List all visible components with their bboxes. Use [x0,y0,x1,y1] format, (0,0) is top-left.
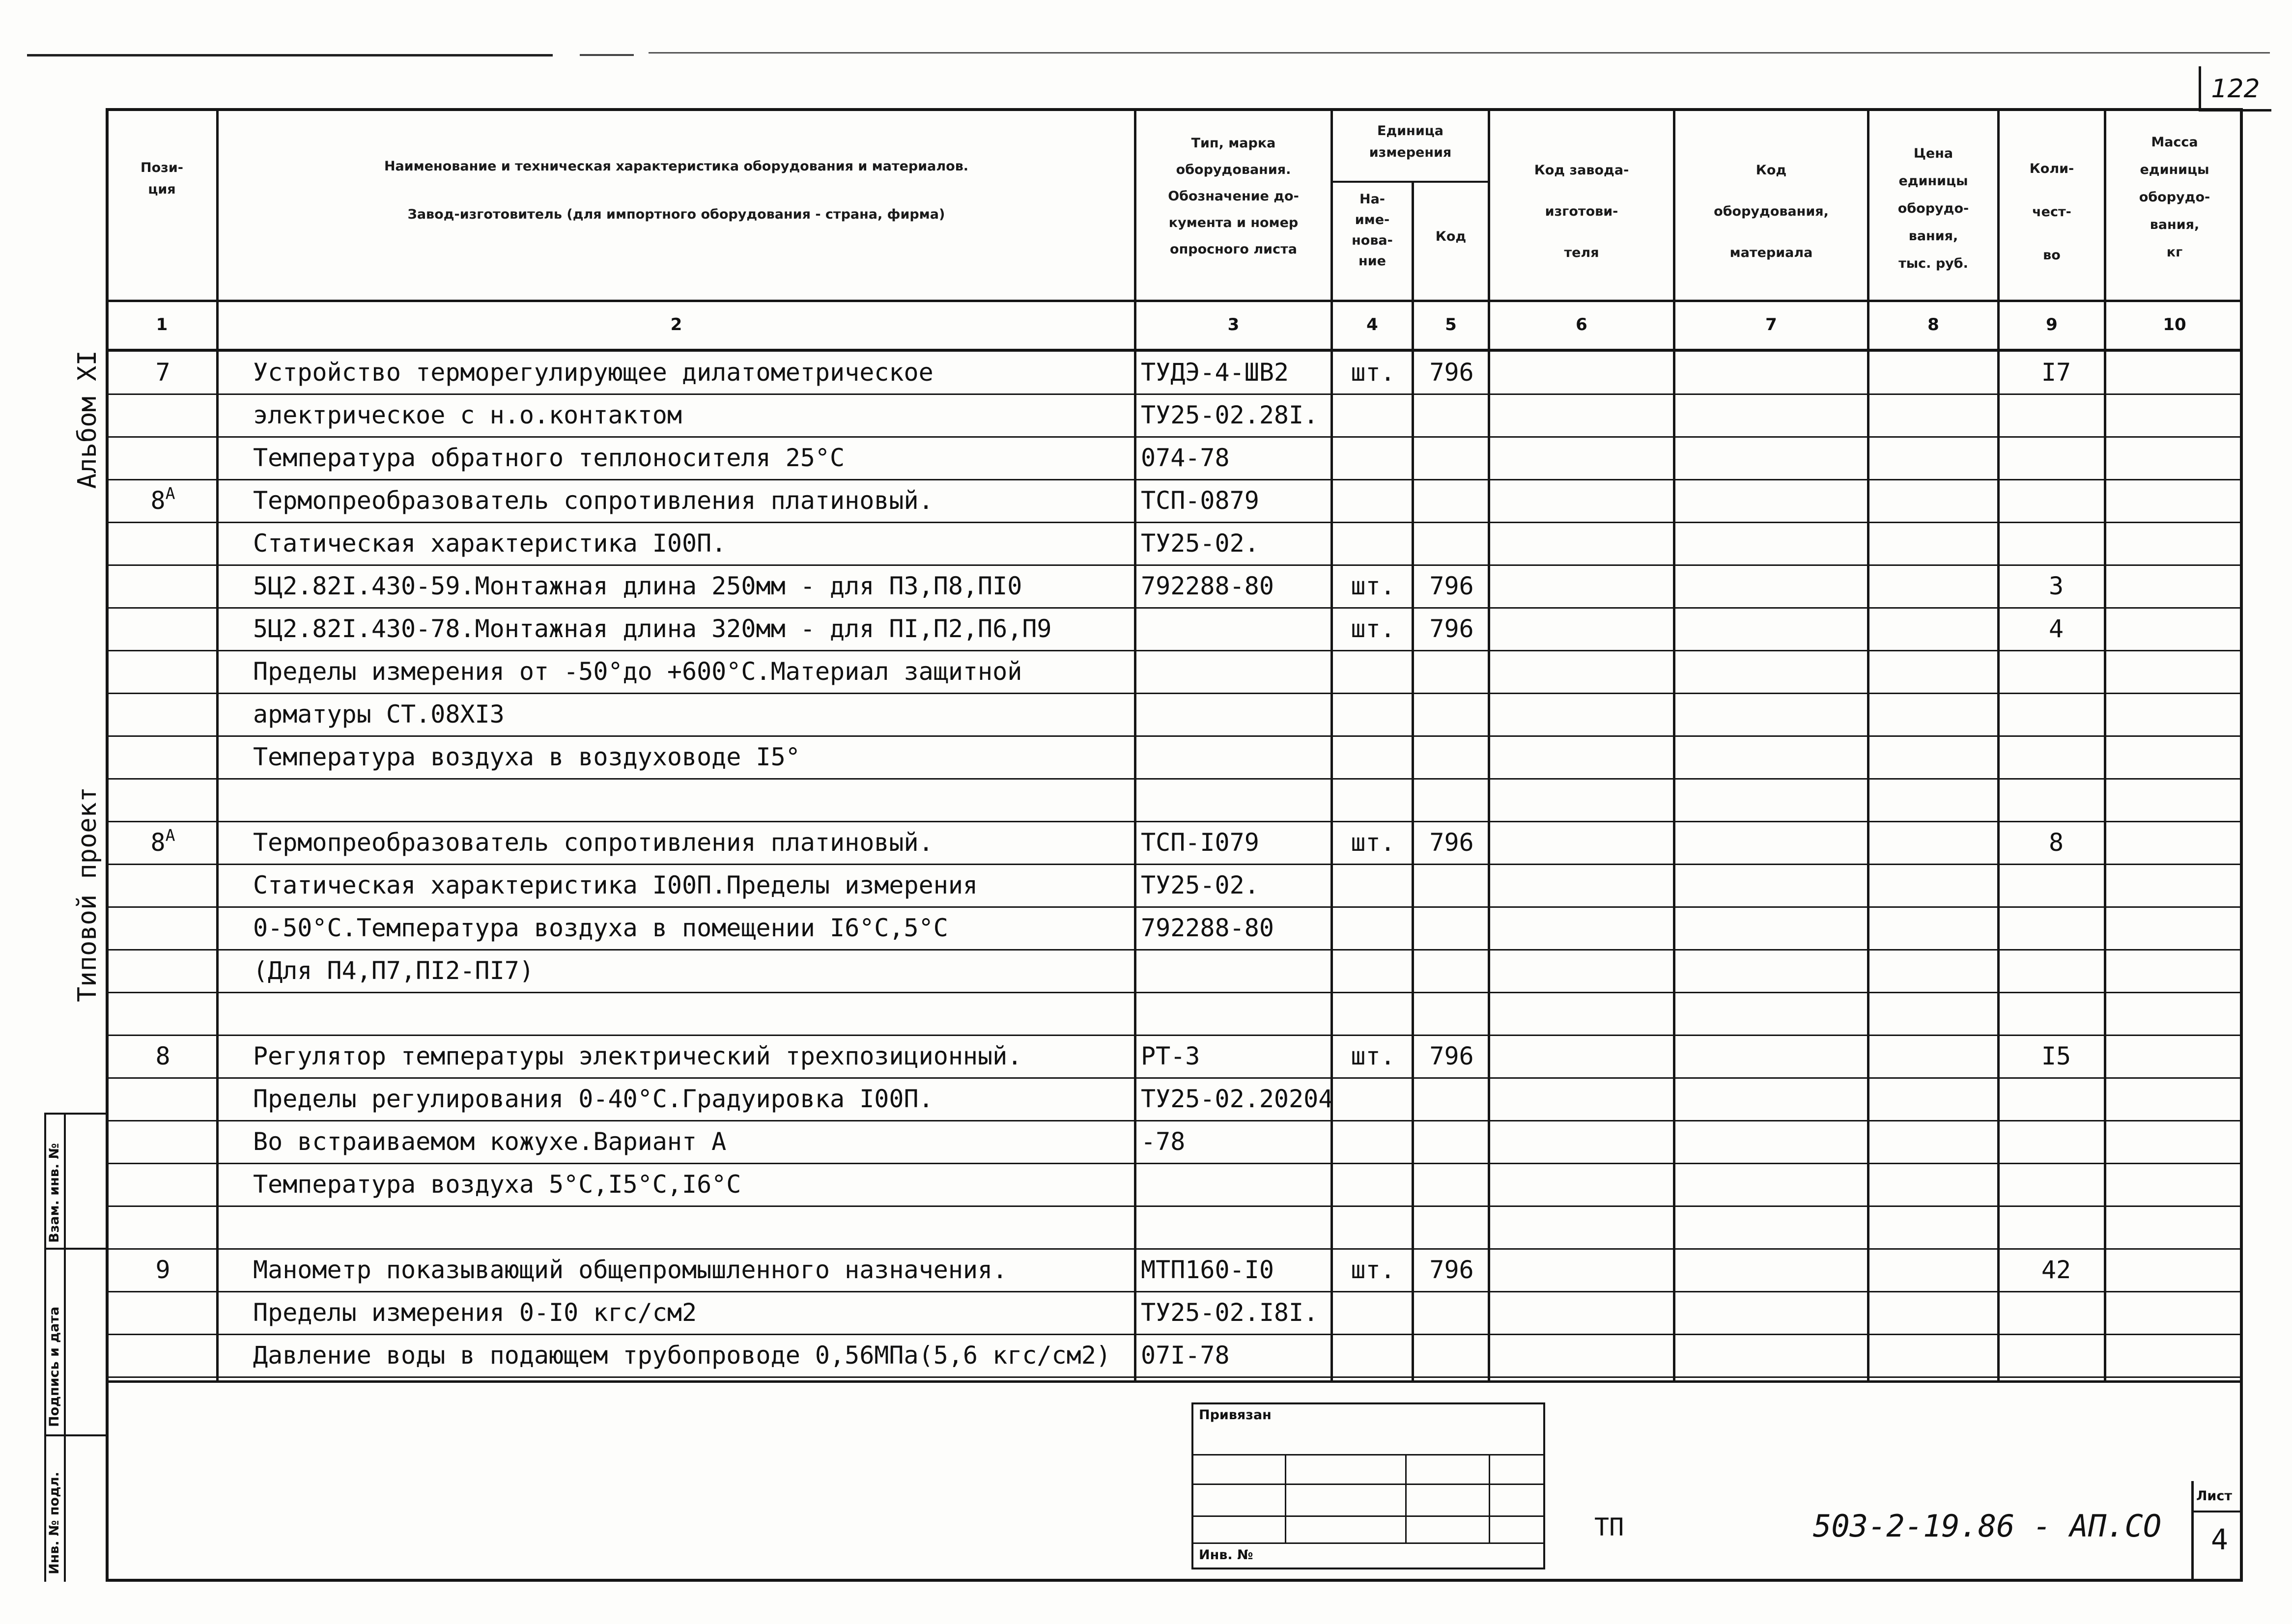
stamp-inv-no: Инв. № [1199,1547,1253,1563]
row-name: Температура воздуха 5°С,I5°С,I6°С [253,1170,741,1199]
col-number: 8 [1927,315,1939,335]
col-number: 5 [1445,315,1457,335]
row-name: Во встраиваемом кожухе.Вариант А [253,1127,727,1156]
row-code: 796 [1429,358,1474,387]
row-type: ТУ25-02.20204 [1141,1085,1333,1113]
header-price: Цена единицы оборудо- вания, тыс. руб. [1897,146,1969,271]
album-label: Альбом XI [73,350,102,489]
row-line [106,821,2243,822]
row-name: Регулятор температуры электрический трехпозиционный. [253,1042,1022,1070]
row-quantity: I5 [2041,1042,2071,1070]
row-line [106,1163,2243,1164]
row-line [106,778,2243,780]
row-name: 0-50°С.Температура воздуха в помещении I6°С,5°С [253,914,948,942]
row-line [106,393,2243,395]
row-line [106,607,2243,609]
stamp-line [1191,1542,1545,1544]
row-name: электрическое с н.о.контактом [253,401,682,429]
col-line [216,108,219,1381]
row-name: Температура воздуха в воздуховоде I5° [253,743,800,771]
row-line [106,906,2243,908]
row-quantity: 42 [2041,1256,2071,1284]
row-position-superscript: А [165,826,175,845]
col-number: 7 [1765,315,1777,335]
row-unit: шт. [1351,572,1395,600]
row-unit: шт. [1351,615,1395,643]
row-name: Статическая характеристика I00П. [253,529,727,558]
row-unit: шт. [1351,828,1395,857]
header-equipment-code: Код оборудования, материала [1714,163,1829,260]
row-code: 796 [1429,1042,1474,1070]
header-position: Пози- ция [141,160,183,197]
margin-signature: Подпись и дата [47,1306,62,1427]
row-line [106,1120,2243,1121]
row-line [106,1077,2243,1079]
header-mass: Масса единицы оборудо- вания, кг [2139,135,2210,260]
row-name: Температура обратного теплоносителя 25°С [253,444,845,472]
row-name: Термопреобразователь сопротивления платиновый. [253,486,934,515]
col-line [1488,108,1490,1381]
col-number: 9 [2046,315,2058,335]
row-line [106,479,2243,480]
col-line [1134,108,1136,1381]
row-code: 796 [1429,828,1474,857]
top-dash-line [580,54,634,56]
row-position: $8^А$ [150,484,175,515]
row-type: -78 [1141,1127,1186,1156]
header-unit-code: Код [1435,229,1467,244]
stamp-line [1285,1454,1286,1542]
stamp-box [1191,1402,1545,1569]
row-quantity: I7 [2041,358,2071,387]
row-quantity: 3 [2048,572,2064,600]
row-name: арматуры СТ.08ХI3 [253,700,505,728]
row-type: ТУДЭ-4-ШВ2 [1141,358,1289,387]
row-line [106,522,2243,523]
row-line [106,1205,2243,1207]
col-line [1330,108,1333,1381]
row-unit: шт. [1351,358,1395,387]
row-type: РТ-3 [1141,1042,1200,1070]
row-position: 8 [155,1042,170,1070]
row-line [106,864,2243,865]
row-code: 796 [1429,1256,1474,1284]
row-line [106,1035,2243,1036]
header-quantity: Коли- чест- во [2029,161,2074,263]
stamp-privyazan: Привязан [1199,1407,1272,1423]
stamp-line [1191,1454,1545,1456]
header-unit-name: На- име- нова- ние [1352,192,1393,269]
row-type: МТП160-I0 [1141,1256,1274,1284]
top-border-line [27,54,553,56]
margin-line [44,1113,46,1582]
row-type: 07I-78 [1141,1341,1230,1370]
row-line [106,1334,2243,1335]
margin-line [44,1113,108,1115]
header-name-line2: Завод-изготовитель (для импортного оборудования - страна, фирма) [407,207,945,222]
row-name: Пределы измерения от -50°до +600°С.Материал защитной [253,657,1022,686]
row-name: Пределы регулирования 0-40°С.Градуировка I00П. [253,1085,934,1113]
col-number: 10 [2163,315,2186,335]
header-bottom-line [106,300,2243,302]
stamp-tp: ТП [1594,1513,1624,1541]
row-code: 796 [1429,572,1474,600]
row-name: (Для П4,П7,ПI2-ПI7) [253,956,534,985]
row-name: Пределы измерения 0-I0 кгс/см2 [253,1298,697,1327]
row-type: 792288-80 [1141,914,1274,942]
row-type: ТСП-I079 [1141,828,1259,857]
header-plant-code: Код завода- изготови- теля [1534,163,1629,260]
row-name: Устройство терморегулирующее дилатометрическое [253,358,934,387]
row-line [106,436,2243,438]
row-line [106,650,2243,651]
row-quantity: 8 [2048,828,2064,857]
row-line [106,949,2243,951]
row-type: ТУ25-02. [1141,529,1259,558]
header-name-line1: Наименование и техническая характеристика оборудования и материалов. [384,159,969,174]
stamp-line [1191,1515,1545,1517]
row-line [106,735,2243,737]
row-name: Статическая характеристика I00П.Пределы измерения [253,871,978,899]
header-unit: Единица измерения [1369,123,1452,160]
row-line [106,1376,2243,1378]
stamp-line [1489,1454,1490,1542]
row-name: 5Ц2.82I.430-78.Монтажная длина 320мм - для ПI,П2,П6,П9 [253,615,1052,643]
row-type: 792288-80 [1141,572,1274,600]
col-number: 2 [670,315,682,335]
margin-line [44,1434,108,1436]
margin-line [44,1248,108,1250]
row-unit: шт. [1351,1256,1395,1284]
row-line [106,564,2243,566]
row-type: ТСП-0879 [1141,486,1259,515]
unit-split-line [1330,181,1490,183]
row-name: Термопреобразователь сопротивления платиновый. [253,828,934,857]
sheet-label: Лист [2196,1488,2232,1504]
project-label: Типовой проект [73,786,102,1002]
number-row-bottom-line [106,349,2243,352]
col-number: 1 [156,315,168,335]
row-type: 074-78 [1141,444,1230,472]
stamp-line [1191,1484,1545,1485]
row-position: 7 [155,358,170,387]
row-line [106,1291,2243,1292]
margin-inv-vzam: Взам. инв. № [47,1143,62,1243]
row-unit: шт. [1351,1042,1395,1070]
row-type: ТУ25-02. [1141,871,1259,899]
row-name: Манометр показывающий общепромышленного назначения. [253,1256,1008,1284]
header-type: Тип, марка оборудования. Обозначение до- кумента и номер опросного листа [1168,136,1299,257]
row-line [106,693,2243,694]
col-line [1867,108,1869,1381]
row-position: 9 [155,1256,170,1284]
col-number: 3 [1227,315,1240,335]
table-bottom-line [106,1380,2243,1383]
row-quantity: 4 [2048,615,2064,643]
stamp-line [1405,1454,1407,1542]
page-number: 122 [2211,74,2260,104]
col-line [1673,108,1675,1381]
margin-line [64,1113,66,1582]
row-name: 5Ц2.82I.430-59.Монтажная длина 250мм - для П3,П8,ПI0 [253,572,1022,600]
row-name: Давление воды в подающем трубопроводе 0,56МПа(5,6 кгс/см2) [253,1341,1111,1370]
row-type: ТУ25-02.I8I. [1141,1298,1319,1327]
col-line [1997,108,2000,1381]
margin-inv-podl: Инв. № подл. [47,1472,62,1574]
sheet-number: 4 [2211,1523,2228,1556]
row-line [106,992,2243,993]
row-type: ТУ25-02.28I. [1141,401,1319,429]
row-code: 796 [1429,615,1474,643]
col-number: 4 [1366,315,1378,335]
top-border-line-right [649,52,2270,54]
row-position: $8^А$ [150,826,175,857]
row-line [106,1248,2243,1250]
col-number: 6 [1576,315,1587,335]
stamp-doc-number: 503-2-19.86 - АП.СО [1813,1508,2162,1544]
row-position-superscript: А [165,484,175,503]
sheet-line [2191,1511,2243,1512]
col-line [2104,108,2106,1381]
